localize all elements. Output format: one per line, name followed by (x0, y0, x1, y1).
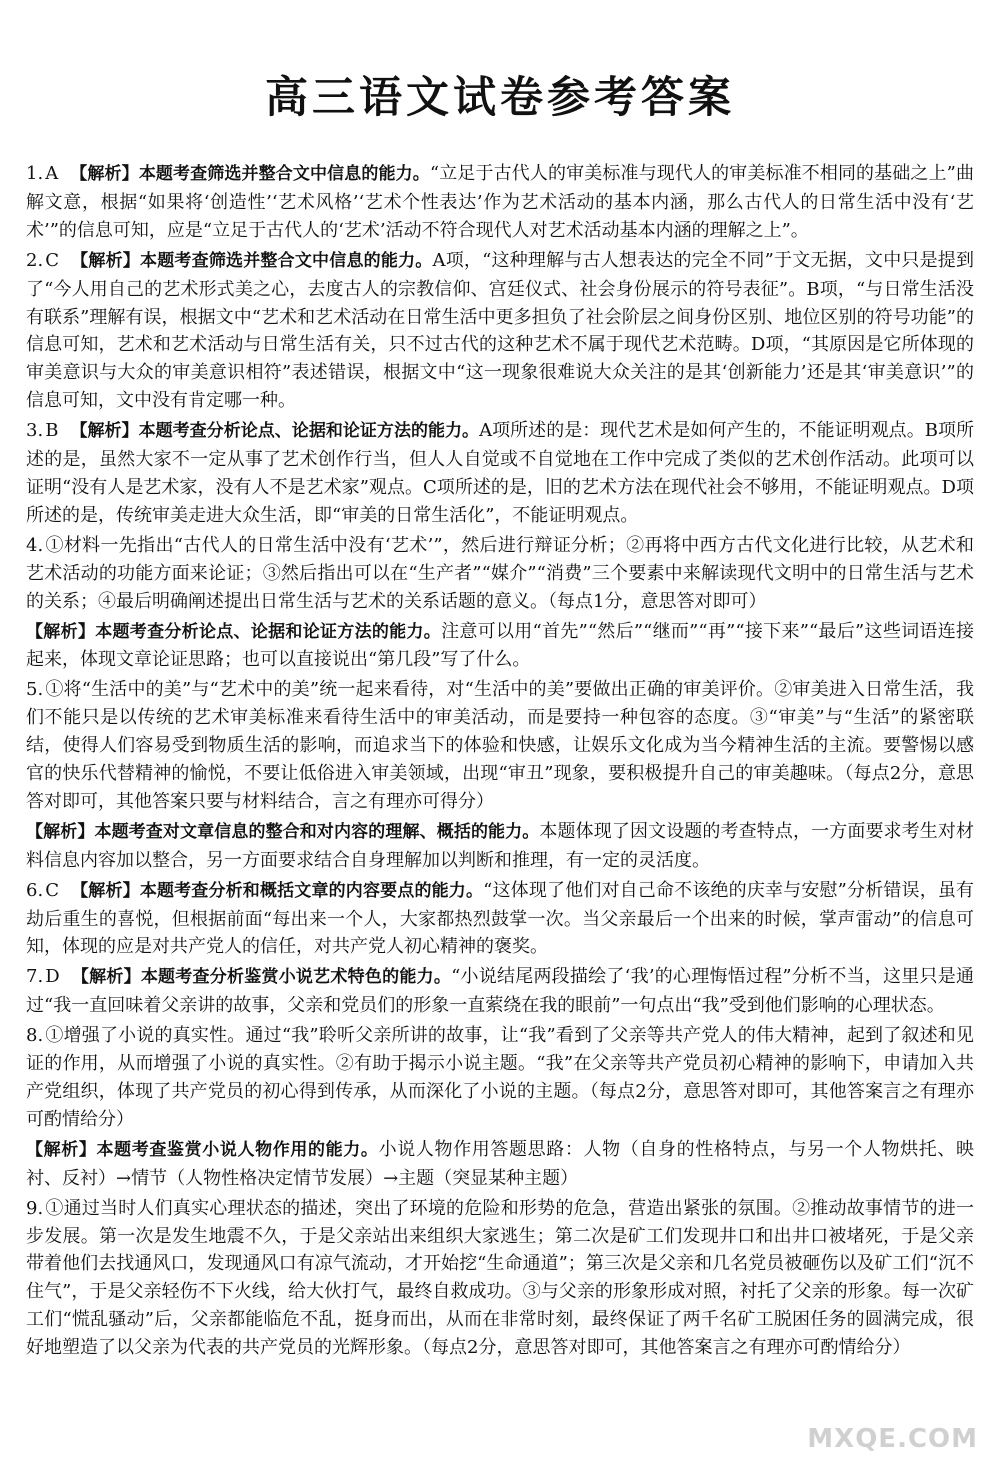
analysis-tag: 【解析】 (26, 621, 96, 642)
site-watermark: MXQE.COM (807, 1424, 978, 1454)
answer-item-6 (26, 877, 974, 962)
answer-item-9 (26, 1195, 974, 1362)
analysis-lead: 本题考查分析鉴赏小说艺术特色的能力。 (140, 967, 452, 988)
analysis-tag: 【解析】 (70, 164, 139, 184)
analysis-body: 小说人物作用答题思路：人物（自身的性格特点，与另一个人物烘托、映衬、反衬）→情节（人物性格决定情节发展）→主题（突显某种主题） (26, 1138, 975, 1189)
analysis-tag: 【解析】 (26, 821, 95, 842)
question-answer: B (45, 420, 59, 442)
analysis-tag: 【解析】 (26, 1139, 97, 1160)
answer-item-7 (26, 963, 974, 1020)
question-answer: A (45, 163, 59, 184)
analysis-lead: 本题考查分析论点、论据和论证方法的能力。 (138, 421, 480, 442)
analysis-4 (26, 618, 974, 675)
question-number: 4. (26, 534, 44, 556)
page-title: 高三语文试卷参考答案 (265, 73, 735, 123)
analysis-lead: 本题考查鉴赏小说人物作用的能力。 (96, 1139, 379, 1160)
answer-body: ①材料一先指出“古代人的日常生活中没有‘艺术’”，然后进行辩证分析；②再将中西方古代文化进行比较，从艺术和艺术活动的功能方面来论证；③然后指出可以在“生产者”“媒介”“消费”三个要素中来解读现代文明中的日常生活与艺术的关系；④最后明确阐述提出日常生活与艺术的关系话题的意义。（每点1分，意思答对即可） (26, 534, 974, 612)
answer-body: ①增强了小说的真实性。通过“我”聆听父亲所讲的故事，让“我”看到了父亲等共产党人的伟大精神，起到了叙述和见证的作用，从而增强了小说的真实性。②有助于揭示小说主题。“我”在父亲等共产党员初心精神的影响下，申请加入共产党组织，体现了共产党员的初心得到传承，从而深化了小说的主题。（每点2分，意思答对即可，其他答案言之有理亦可酌情给分） (26, 1025, 974, 1130)
analysis-tag: 【解析】 (70, 880, 140, 901)
answer-item-1 (26, 160, 974, 245)
analysis-body: A项，“这种理解与古人想表达的完全不同”于文无据，文中只是提到了“今人用自己的艺术形式美之心，去度古人的宗教信仰、宫廷仪式、社会身份展示的符号表征”。B项，“与日常生活没有联系”理解有误，根据文中“艺术和艺术活动在日常生活中更多担负了社会阶层之间身份区别、地位区别的符号功能”的信息可知，艺术和艺术活动与日常生活有关，只不过古代的这种艺术不属于现代艺术范畴。D项，“其原因是它所体现的审美意识与大众的审美意识相符”表述错误，根据文中“这一现象很难说大众关注的是其‘创新能力’还是其‘审美意识’”的信息可知，文中没有肯定哪一种。 (26, 249, 975, 412)
analysis-tag: 【解析】 (70, 250, 140, 271)
analysis-body: 注意可以用“首先”“然后”“继而”“再”“接下来”“最后”这些词语连接起来，体现文章论证思路；也可以直接说出“第几段”写了什么。 (26, 620, 975, 671)
answer-body: ①通过当时人们真实心理状态的描述，突出了环境的危险和形势的危急，营造出紧张的氛围。②推动故事情节的进一步发展。第一次是发生地震不久，于是父亲站出来组织大家逃生；第二次是矿工们发现井口和出井口被堵死，于是父亲带着他们去找通风口，发现通风口有凉气流动，才开始挖“生命通道”；第三次是父亲和几名党员被砸伤以及矿工们“沉不住气”，于是父亲轻伤不下火线，给大伙打气，最终自救成功。③与父亲的形象形成对照，衬托了父亲的形象。每一次矿工们“慌乱骚动”后，父亲都能临危不乱，挺身而出，从而在非常时刻，最终保证了两千名矿工脱困任务的圆满完成，很好地塑造了以父亲为代表的共产党员的光辉形象。（每点2分，意思答对即可，其他答案言之有理亦可酌情给分） (26, 1197, 974, 1359)
analysis-body: “这体现了他们对自己命不该绝的庆幸与安慰”分析错误，虽有劫后重生的喜悦，但根据前面“每出来一个人，大家都热烈鼓掌一次。当父亲最后一个出来的时候，掌声雷动”的信息可知，体现的应是对共产党人的信任，对共产党人初心精神的褒奖。 (26, 879, 975, 958)
question-number: 2. (26, 249, 44, 271)
analysis-lead: 本题考查对文章信息的整合和对内容的理解、概括的能力。 (94, 821, 540, 842)
question-number: 9. (26, 1197, 44, 1219)
answer-item-4 (26, 532, 974, 616)
answer-list (26, 160, 974, 1362)
analysis-body: A项所述的是：现代艺术是如何产生的，不能证明观点。B项所述的是，虽然大家不一定从事了艺术创作行当，但人人自觉或不自觉地在工作中完成了类似的艺术创作活动。此项可以证明“没有人是艺术家，没有人不是艺术家”观点。C项所述的是，旧的艺术方法在现代社会不够用，不能证明观点。D项所述的是，传统审美走进大众生活，即“审美的日常生活化”，不能证明观点。 (26, 420, 975, 526)
analysis-lead: 本题考查分析和概括文章的内容要点的能力。 (139, 880, 484, 901)
question-number: 6. (26, 879, 44, 901)
analysis-lead: 本题考查筛选并整合文中信息的能力。 (138, 164, 430, 184)
question-number: 8. (26, 1025, 44, 1047)
question-number: 3. (26, 420, 44, 442)
answer-item-5 (26, 676, 974, 816)
analysis-body: 本题体现了因文设题的考查特点，一方面要求考生对材料信息内容加以整合，另一方面要求结合自身理解加以判断和推理，有一定的灵活度。 (26, 820, 975, 871)
answer-item-2 (26, 247, 974, 415)
question-number: 7. (26, 966, 44, 988)
question-number: 1. (26, 163, 44, 184)
analysis-8 (26, 1136, 974, 1193)
analysis-5 (26, 818, 974, 875)
question-answer: D (45, 966, 60, 988)
analysis-tag: 【解析】 (70, 421, 139, 442)
answer-body: ①将“生活中的美”与“艺术中的美”统一起来看待，对“生活中的美”要做出正确的审美评价。②审美进入日常生活，我们不能只是以传统的艺术审美标准来看待生活中的审美活动，而是要持一种包容的态度。③“审美”与“生活”的紧密联结，使得人们容易受到物质生活的影响，而追求当下的体验和快感，让娱乐文化成为当今精神生活的主流。要警惕以感官的快乐代替精神的愉悦，不要让低俗进入审美领域，出现“审丑”现象，要积极提升自己的审美趣味。（每点2分，意思答对即可，其他答案只要与材料结合，言之有理亦可得分） (26, 679, 974, 812)
answer-item-8 (26, 1022, 974, 1134)
analysis-body: “小说结尾两段描绘了‘我’的心理悔悟过程”分析不当，这里只是通过“我一直回味着父亲讲的故事，父亲和党员们的形象一直萦绕在我的眼前”一句点出“我”受到他们影响的心理状态。 (26, 966, 974, 1017)
analysis-tag: 【解析】 (71, 967, 141, 988)
question-number: 5. (26, 679, 44, 701)
question-answer: C (45, 249, 59, 271)
answer-item-3 (26, 417, 974, 530)
analysis-lead: 本题考查分析论点、论据和论证方法的能力。 (95, 621, 442, 642)
analysis-body: “立足于古代人的审美标准与现代人的审美标准不相同的基础之上”曲解文意，根据“如果将‘创造性’‘艺术风格’‘艺术个性表达’作为艺术活动的基本内涵，那么古代人的日常生活中没有‘艺术’”的信息可知，应是“立足于古代人的‘艺术’活动不符合现代人对艺术活动基本内涵的理解之上”。 (26, 163, 975, 241)
question-answer: C (45, 879, 59, 901)
analysis-lead: 本题考查筛选并整合文中信息的能力。 (140, 250, 433, 271)
